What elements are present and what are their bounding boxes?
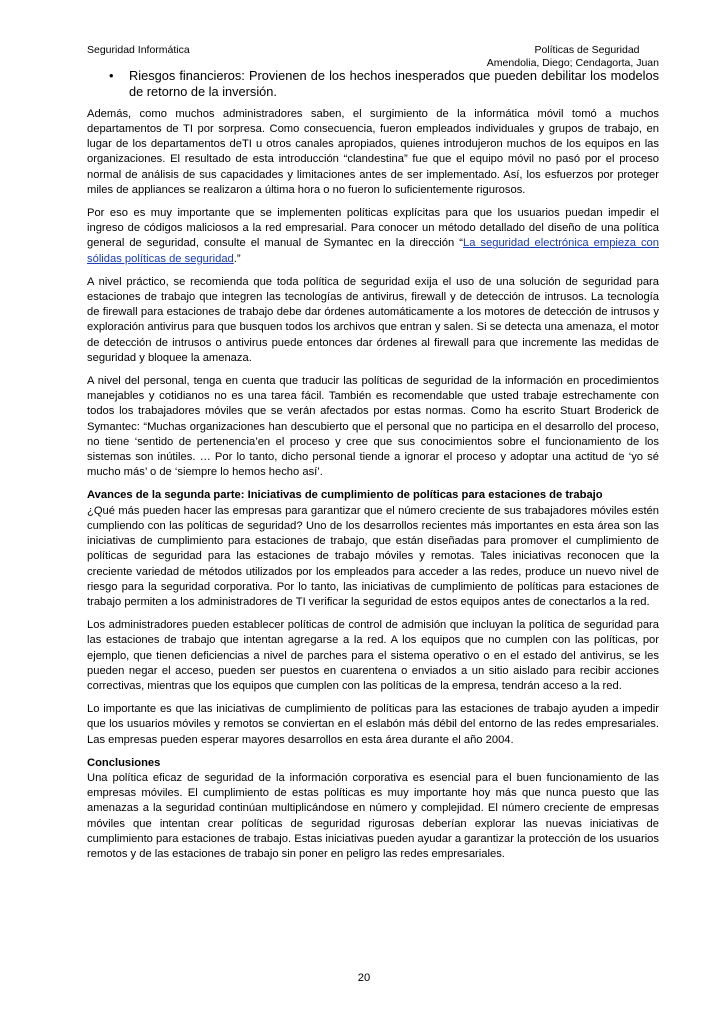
section-block (87, 488, 659, 610)
paragraph-text: ¿Qué más pueden hacer las empresas para garantizar que el número creciente de sus trabajadores móviles estén cumpliendo con las políticas de seguridad? Uno de los desarrollos recientes más importantes en esta área son las iniciativas de cumplimiento para estaciones de trabajo, que están diseñadas para promover el cumplimiento de políticas de seguridad para las estaciones de trabajo móviles y remotas. Tales iniciativas reconocen que la creciente variedad de métodos utilizados por los empleados para acceder a las redes, produce un nuevo nivel de riesgo para la seguridad corporativa. Por lo tanto, las iniciativas de cumplimiento de políticas para estaciones de trabajo permiten a los administradores de TI verificar la seguridad de estos equipos antes de conectarlos a la red. (87, 504, 659, 608)
section-heading: Avances de la segunda parte: Iniciativas de cumplimiento de políticas para estaciones de trabajo (87, 489, 603, 502)
page-number: 20 (357, 972, 371, 984)
paragraph: Lo importante es que las iniciativas de cumplimiento de políticas para las estaciones de trabajo ayuden a impedir que los usuarios móviles y remotos se conviertan en el eslabón más débil del entorno de las redes empresariales. Las empresas pueden esperar mayores desarrollos en esta área durante el año 2004. (87, 703, 659, 746)
header-document-title: Políticas de Seguridad (534, 44, 640, 56)
paragraph-with-link (87, 206, 659, 267)
header-course-title: Seguridad Informática (87, 44, 190, 56)
paragraph-text: Por eso es muy importante que se implementen políticas explícitas para que los usuarios puedan impedir el ingreso de códigos maliciosos a la red empresarial. Para conocer un método detallado del diseño de una política general de seguridad, consulte el manual de Symantec en la dirección “ (87, 207, 659, 250)
bullet-item (87, 68, 659, 101)
paragraph: A nivel práctico, se recomienda que toda política de seguridad exija el uso de una solución de seguridad para estaciones de trabajo que integren las tecnologías de antivirus, firewall y de detección de intrusos. La tecnología de firewall para estaciones de trabajo debe dar órdenes automáticamente a los motores de detección de intrusos y exploración antivirus para que busquen todos los archivos que entran y salen. Si se detecta una amenaza, el motor de detección de intrusos o antivirus puede entonces dar órdenes al firewall para que incremente las medidas de seguridad y bloquee la amenaza. (87, 275, 659, 364)
section-block (87, 756, 659, 862)
section-heading: Conclusiones (87, 756, 161, 769)
paragraph: A nivel del personal, tenga en cuenta que traducir las políticas de seguridad de la información en procedimientos manejables y cotidianos no es una tarea fácil. También es recomendable que usted trabaje estrechamente con todos los trabajadores móviles que se verán afectados por estas normas. Como ha escrito Stuart Broderick de Symantec: “Muchas organizaciones han descubierto que el personal que no participa en el desarrollo del proceso, no tiene ‘sentido de pertenencia’en el proceso y cree que sus conocimientos sobre el funcionamiento de los sistemas son inútiles. … Por lo tanto, dicho personal tiende a ignorar el proceso y adoptar una actitud de ‘yo sé mucho más’ o de ‘siempre lo hemos hecho así’. (87, 375, 659, 479)
document-page (87, 40, 659, 870)
page-header (87, 40, 659, 70)
paragraph-text: .” (233, 252, 241, 265)
bullet-icon: • (109, 68, 114, 83)
bullet-text: Riesgos financieros: Provienen de los hechos inesperados que pueden debilitar los modelos de retorno de la inversión. (129, 68, 659, 100)
symantec-manual-link[interactable]: La seguridad electrónica empieza con sólidas políticas de seguridad (87, 237, 659, 265)
header-authors: Amendolia, Diego; Cendagorta, Juan (486, 57, 659, 69)
paragraph: Además, como muchos administradores saben, el surgimiento de la informática móvil tomó a muchos departamentos de TI por sorpresa. Como consecuencia, fueron empleados individuales y grupos de trabajo, en lugar de los departamentos deTI u otros canales apropiados, quienes introdujeron muchos de los equipos en las organizaciones. El resultado de esta introducción “clandestina” fue que el equipo móvil no pasó por el proceso normal de análisis de sus capacidades y limitaciones antes de ser implementado. Así, los esfuerzos por proteger miles de appliances se realizaron a última hora o no fueron lo suficientemente rigurosos. (87, 107, 659, 196)
paragraph-text: Una política eficaz de seguridad de la información corporativa es esencial para el buen funcionamiento de las empresas móviles. El cumplimiento de estas políticas es muy importante hoy más que nunca puesto que las amenazas a la seguridad continúan multiplicándose en número y complejidad. El número creciente de empresas móviles que intentan crear políticas de seguridad rigurosas deberían explorar las nuevas iniciativas de cumplimiento para estaciones de trabajo. Estas iniciativas pueden ayudar a garantizar la protección de los usuarios remotos y de las estaciones de trabajo sin poner en peligro las redes empresariales. (87, 771, 659, 860)
paragraph: Los administradores pueden establecer políticas de control de admisión que incluyan la política de seguridad para las estaciones de trabajo que intentan agregarse a la red. A los equipos que no cumplen con las políticas, por ejemplo, que tienen deficiencias a nivel de parches para el sistema operativo o en el estado del antivirus, se les pueden negar el acceso, pueden ser puestos en cuarentena o enviados a un sitio aislado para recibir acciones correctivas, mientras que los equipos que cumplen con las políticas de la empresa, tendrán acceso a la red. (87, 619, 659, 692)
